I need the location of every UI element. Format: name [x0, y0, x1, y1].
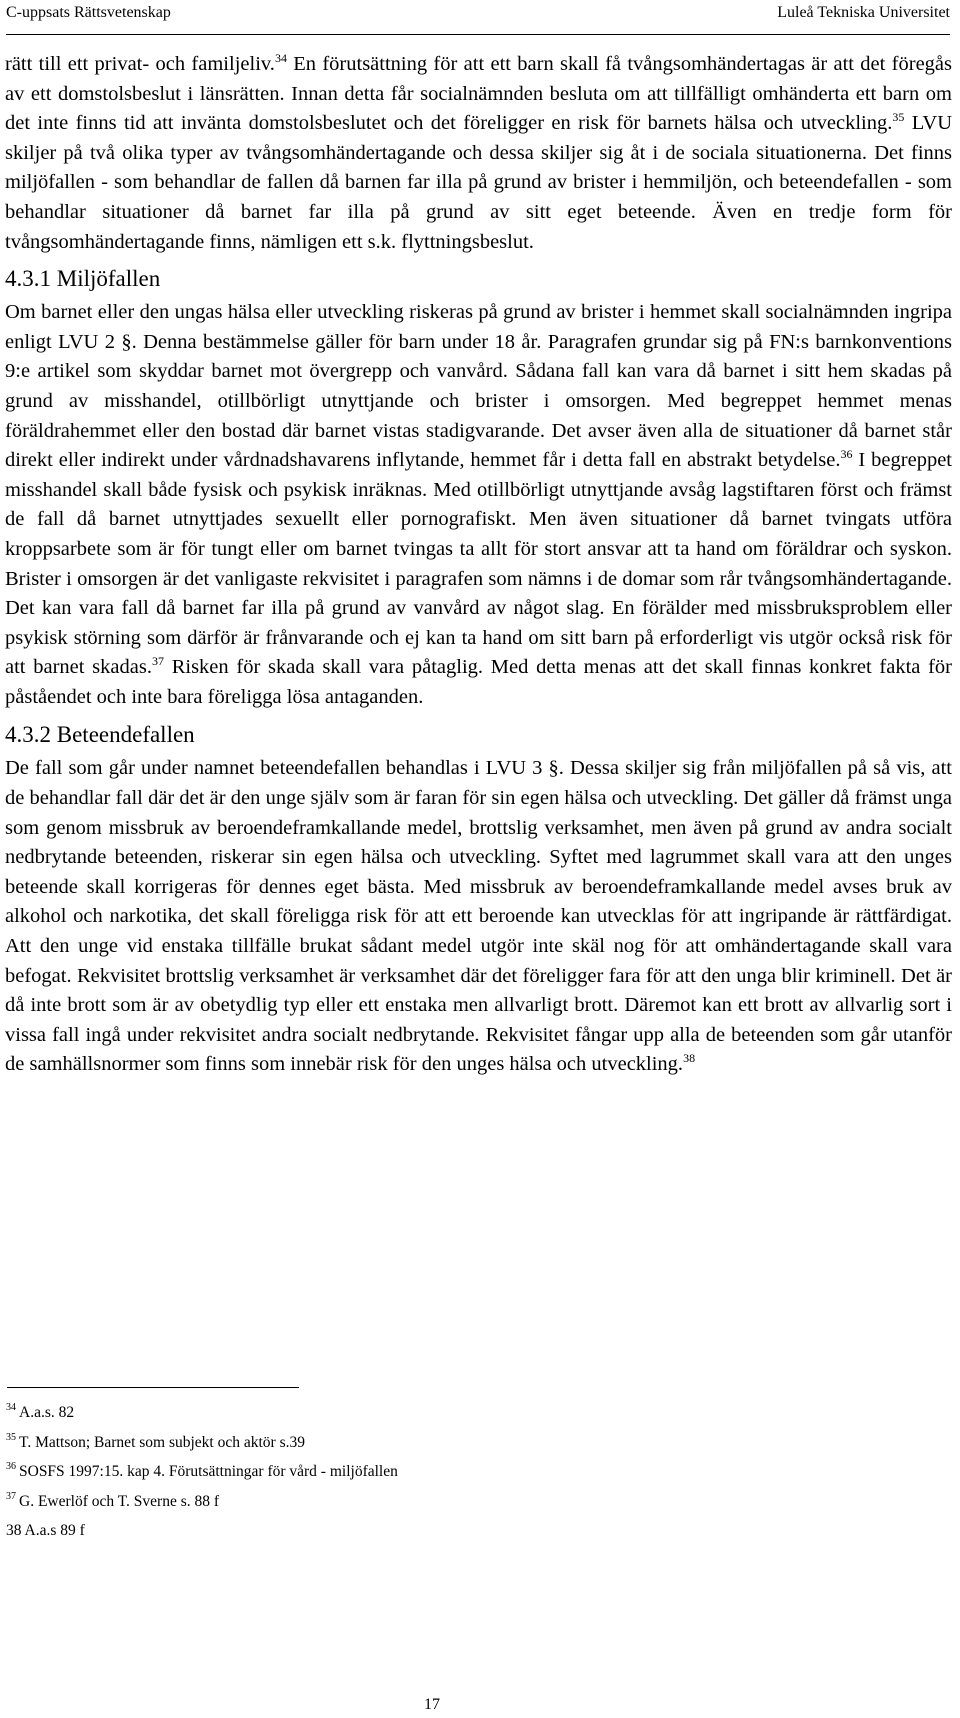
footnote-ref-36: 36 — [840, 447, 853, 462]
footnote-text: G. Ewerlöf och T. Sverne s. 88 f — [19, 1492, 220, 1510]
document-body — [5, 50, 952, 1080]
footnotes — [6, 1402, 398, 1550]
footnote-ref-35: 35 — [892, 110, 905, 125]
footnote-ref-34: 34 — [274, 51, 287, 65]
footnote-number: 36 — [6, 1461, 16, 1472]
footnote-34 — [6, 1402, 398, 1432]
beteendefallen-text: De fall som går under namnet beteendefallen behandlas i LVU 3 §. Dessa skiljer sig från miljöfallen på så vis, att de behandlar fall där det är den unge själv som är faran för sin egen hälsa och utveckling. Det gäller då främst unga som genom missbruk av beroendeframkallande medel, brottslig verksamhet, men även på grund av andra socialt nedbrytande beteenden, riskerar sin egen hälsa och utveckling. Syftet med lagrummet skall vara att den unges beteende skall korrigeras för dennes eget bästa. Med missbruk av beroendeframkallande medel avses bruk av alkohol och narkotika, det skall föreligga risk för att ett beroende kan utvecklas för att ingripande är rättfärdigat. Att den unge vid enstaka tillfälle brukat sådant medel utgör inte skäl nog för att omhändertagande skall vara befogat. Rekvisitet brottslig verksamhet är verksamhet där det föreligger fara för att den unga blir kriminell. Det är då inte brott som är av obetydlig typ eller ett enstaka men allvarligt brott. Däremot kan ett brott av allvarlig sort i vissa fall ingå under rekvisitet andra socialt nedbrytande. Rekvisitet fångar upp alla de beteenden som går utanför de samhällsnormer som finns som innebär risk för den unges hälsa och utveckling. — [5, 757, 952, 1076]
footnote-text: SOSFS 1997:15. kap 4. Förutsättningar för vård - miljöfallen — [19, 1463, 398, 1480]
page-header — [6, 4, 950, 35]
footnote-text: T. Mattson; Barnet som subjekt och aktör s.39 — [19, 1433, 305, 1451]
intro-text-2: En förutsättning för att ett barn skall få tvångsomhändertagas är att det föregås av ett domstolsbeslut i länsrätten. Innan detta får socialnämnden besluta om att tillfälligt omhänderta ett barn om det inte finns tid att invänta domstolsbeslutet och det föreligger en risk för barnets hälsa och utveckling. — [5, 53, 953, 135]
footnote-35 — [6, 1432, 398, 1462]
intro-text-1: rätt till ett privat- och familjeliv. — [5, 53, 275, 75]
miljofallen-text-3: Risken för skada skall vara påtaglig. Med detta menas att det skall finnas konkret fakta för påståendet och inte bara föreligga lösa antaganden. — [5, 656, 952, 708]
intro-paragraph — [5, 50, 952, 257]
footnote-ref-37: 37 — [151, 654, 164, 669]
section-heading-miljofallen: 4.3.1 Miljöfallen — [5, 266, 161, 292]
beteendefallen-paragraph — [5, 754, 952, 1080]
footnote-separator — [7, 1387, 299, 1388]
footnote-36 — [6, 1461, 398, 1491]
intro-text-3: LVU skiljer på två olika typer av tvångsomhändertagande och dessa skiljer sig åt i de sociala situationerna. Det finns miljöfallen - som behandlar de fallen då barnen far illa på grund av brister i hemmiljön, och beteendefallen - som behandlar situationer då barnet far illa på grund av sitt eget beteende. Även en tredje form för tvångsomhändertagande finns, nämligen ett s.k. flyttningsbeslut. — [5, 112, 952, 253]
footnote-37 — [6, 1491, 398, 1521]
miljofallen-text-1: Om barnet eller den ungas hälsa eller utveckling riskeras på grund av brister i hemmet skall socialnämnden ingripa enligt LVU 2 §. Denna bestämmelse gäller för barn under 18 år. Paragrafen grundar sig på FN:s barnkonventions 9:e artikel som skyddar barnet mot övergrepp och vanvård. Sådana fall kan vara då barnet i sitt hem skadas på grund av misshandel, otillbörligt utnyttjande och brister i omsorgen. Med begreppet hemmet menas föräldrahemmet eller den bostad där barnet vistas stadigvarande. Det avser även alla de situationer då barnet står direkt eller indirekt under vårdnadshavarens inflytande, hemmet får i detta fall en abstrakt betydelse. — [5, 301, 952, 472]
footnote-number: 37 — [6, 1490, 16, 1502]
footnote-number: 35 — [6, 1431, 16, 1443]
page-number: 17 — [424, 1696, 440, 1713]
header-course: C-uppsats Rättsvetenskap — [6, 4, 171, 21]
footnote-number: 34 — [6, 1402, 16, 1413]
footnote-text: 38 A.a.s 89 f — [6, 1522, 85, 1539]
footnote-ref-38: 38 — [683, 1051, 696, 1066]
miljofallen-paragraph — [5, 298, 952, 712]
section-heading-beteendefallen: 4.3.2 Beteendefallen — [5, 722, 195, 748]
footnote-text: A.a.s. 82 — [19, 1404, 75, 1421]
header-university: Luleå Tekniska Universitet — [777, 4, 950, 21]
footnote-38 — [6, 1520, 398, 1550]
miljofallen-text-2: I begreppet misshandel skall både fysisk och psykisk inräknas. Med otillbörligt utnyttjande avsåg lagstiftaren först och främst de fall då barnet utnyttjades sexuellt eller pornografiskt. Men även situationer då barnet tvingats utföra kroppsarbete som är för tungt eller om barnet tvingas ta allt för stort ansvar att ta hand om föräldrar och syskon. Brister i omsorgen är det vanligaste rekvisitet i paragrafen som nämns i de domar som rår tvångsomhändertagande. Det kan vara fall då barnet far illa på grund av vanvård av något slag. En förälder med missbruksproblem eller psykisk störning som därför är frånvarande och ej kan ta hand om sitt barn på erforderligt vis utgör också risk för att barnet skadas. — [5, 449, 952, 679]
